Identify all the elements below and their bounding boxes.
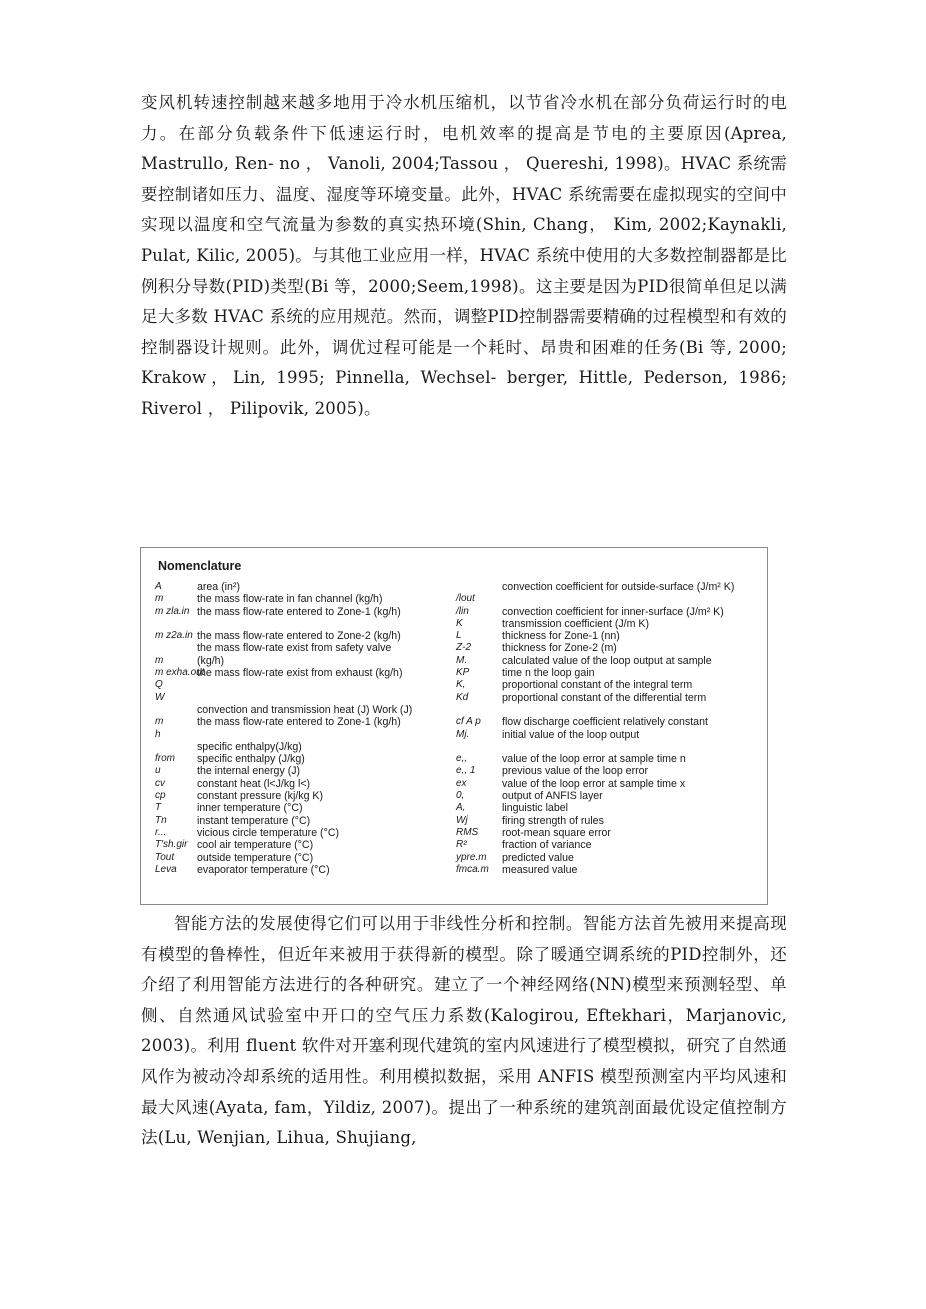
nomenclature-symbol: T'sh.gir <box>155 839 188 851</box>
nomenclature-row <box>456 753 756 765</box>
nomenclature-description: (kg/h) <box>197 654 225 667</box>
nomenclature-description: convection coefficient for outside-surface (J/m² K) <box>502 581 735 593</box>
nomenclature-row <box>155 642 455 654</box>
nomenclature-row <box>456 655 756 667</box>
nomenclature-row <box>155 765 455 777</box>
nomenclature-description: the mass flow-rate entered to Zone-1 (kg/h) <box>197 716 401 729</box>
nomenclature-symbol: ypre.m <box>456 851 487 863</box>
nomenclature-description: predicted value <box>502 851 574 864</box>
nomenclature-description: firing strength of rules <box>502 814 604 827</box>
nomenclature-description: output of ANFIS layer <box>502 790 603 803</box>
nomenclature-row <box>155 692 455 704</box>
nomenclature-right-column <box>456 581 756 876</box>
nomenclature-symbol: /lout <box>456 593 475 605</box>
nomenclature-description: cool air temperature (°C) <box>197 839 314 852</box>
nomenclature-row <box>155 606 455 618</box>
nomenclature-symbol: W <box>155 691 165 703</box>
nomenclature-symbol: cv <box>155 777 165 789</box>
nomenclature-description: inner temperature (°C) <box>197 802 303 815</box>
nomenclature-description: the mass flow-rate entered to Zone-1 (kg/h) <box>197 605 401 618</box>
nomenclature-symbol: r... <box>155 826 167 838</box>
body-paragraph-1: 变风机转速控制越来越多地用于冷水机压缩机，以节省冷水机在部分负荷运行时的电力。在部分负载条件下低速运行时，电机效率的提高是节电的主要原因(Aprea, Mastrullo, Ren- no ， Vanoli, 2004;Tassou ， Quereshi, 1998)。HVAC 系统需要控制诸如压力、温度、湿度等环境变量。此外，HVAC 系统需要在虚拟现实的空间中实现以温度和空气流量为参数的真实热环境(Shin, Chang， Kim, 2002;Kaynakli, Pulat, Kilic, 2005)。与其他工业应用一样，HVAC 系统中使用的大多数控制器都是比例积分导数(PID)类型(Bi 等，2000;Seem,1998)。这主要是因为PID很简单但足以满足大多数 HVAC 系统的应用规范。然而，调整PID控制器需要精确的过程模型和有效的控制器设计规则。此外，调优过程可能是一个耗时、昂贵和困难的任务(Bi 等, 2000; Krakow，Lin, 1995; Pinnella, Wechsel- berger, Hittle, Pederson, 1986; Riverol ， Pilipovik, 2005)。 <box>141 93 787 418</box>
nomenclature-symbol: Kd <box>456 691 469 703</box>
nomenclature-title: Nomenclature <box>158 559 242 573</box>
nomenclature-symbol: Q <box>155 679 163 691</box>
nomenclature-row <box>155 741 455 753</box>
nomenclature-row <box>155 618 455 630</box>
nomenclature-row <box>456 765 756 777</box>
nomenclature-row <box>155 778 455 790</box>
nomenclature-row <box>456 679 756 691</box>
nomenclature-description: outside temperature (°C) <box>197 851 314 864</box>
nomenclature-row <box>155 593 455 605</box>
nomenclature-description: the mass flow-rate entered to Zone-2 (kg/h) <box>197 630 401 643</box>
nomenclature-description: time n the loop gain <box>502 667 595 680</box>
nomenclature-symbol: Z-2 <box>456 642 471 654</box>
nomenclature-row <box>456 827 756 839</box>
nomenclature-row <box>155 655 455 667</box>
nomenclature-symbol: m <box>155 654 164 666</box>
nomenclature-description: flow discharge coefficient relatively constant <box>502 716 708 729</box>
nomenclature-row <box>456 864 756 876</box>
nomenclature-description: convection and transmission heat (J) Work (J) <box>197 703 413 716</box>
nomenclature-description: instant temperature (°C) <box>197 814 311 827</box>
nomenclature-row <box>155 852 455 864</box>
nomenclature-description: measured value <box>502 863 578 876</box>
nomenclature-row <box>456 839 756 851</box>
nomenclature-description: evaporator temperature (°C) <box>197 863 330 876</box>
nomenclature-row <box>456 852 756 864</box>
nomenclature-symbol: e,, 1 <box>456 765 476 777</box>
nomenclature-row <box>456 642 756 654</box>
nomenclature-row <box>456 716 756 728</box>
nomenclature-symbol: m z2a.in <box>155 630 193 642</box>
nomenclature-symbol: L <box>456 630 462 642</box>
nomenclature-row <box>456 741 756 753</box>
nomenclature-row <box>456 692 756 704</box>
nomenclature-row <box>155 864 455 876</box>
nomenclature-box <box>140 547 768 905</box>
nomenclature-symbol: ex <box>456 777 467 789</box>
nomenclature-description: previous value of the loop error <box>502 765 649 778</box>
nomenclature-row <box>456 704 756 716</box>
nomenclature-description: the mass flow-rate exist from exhaust (kg/h) <box>197 667 403 680</box>
nomenclature-symbol: RMS <box>456 826 479 838</box>
nomenclature-symbol: M. <box>456 654 468 666</box>
nomenclature-symbol: A <box>155 581 162 592</box>
nomenclature-description: proportional constant of the differential term <box>502 691 707 704</box>
nomenclature-symbol: T <box>155 802 162 814</box>
nomenclature-symbol: K, <box>456 679 466 691</box>
nomenclature-description: specific enthalpy (J/kg) <box>197 753 305 766</box>
nomenclature-symbol: fmca.m <box>456 863 489 875</box>
nomenclature-description: initial value of the loop output <box>502 728 640 741</box>
nomenclature-description: convection coefficient for inner-surface (J/m² K) <box>502 605 724 618</box>
nomenclature-symbol: from <box>155 753 175 765</box>
nomenclature-symbol: A, <box>456 802 466 814</box>
nomenclature-description: thickness for Zone-1 (nn) <box>502 630 620 643</box>
nomenclature-symbol: KP <box>456 667 470 679</box>
nomenclature-description: the internal energy (J) <box>197 765 301 778</box>
nomenclature-symbol: /lin <box>456 605 469 617</box>
nomenclature-description: area (in²) <box>197 581 240 593</box>
nomenclature-row <box>456 581 756 593</box>
nomenclature-row <box>155 839 455 851</box>
nomenclature-description: value of the loop error at sample time x <box>502 777 686 790</box>
nomenclature-row <box>155 790 455 802</box>
nomenclature-row <box>456 630 756 642</box>
nomenclature-symbol: Tout <box>155 851 175 863</box>
nomenclature-symbol: 0, <box>456 790 465 802</box>
nomenclature-description: proportional constant of the integral term <box>502 679 693 692</box>
nomenclature-symbol: u <box>155 765 161 777</box>
nomenclature-symbol: Mj. <box>456 728 470 740</box>
nomenclature-row <box>456 778 756 790</box>
nomenclature-row <box>456 593 756 605</box>
nomenclature-description: constant pressure (kj/kg K) <box>197 790 323 803</box>
nomenclature-symbol: cf A p <box>456 716 481 728</box>
nomenclature-row <box>155 815 455 827</box>
nomenclature-description: constant heat (l<J/kg l<) <box>197 777 311 790</box>
nomenclature-description: vicious circle temperature (°C) <box>197 826 339 839</box>
nomenclature-row <box>456 618 756 630</box>
nomenclature-row <box>456 729 756 741</box>
nomenclature-symbol: m zla.in <box>155 605 190 617</box>
nomenclature-description: value of the loop error at sample time n <box>502 753 686 766</box>
nomenclature-symbol: cp <box>155 790 166 802</box>
nomenclature-row <box>155 753 455 765</box>
nomenclature-description: calculated value of the loop output at sample <box>502 654 712 667</box>
nomenclature-symbol: Leva <box>155 863 177 875</box>
nomenclature-description: specific enthalpy(J/kg) <box>197 740 302 753</box>
body-paragraph-2: 智能方法的发展使得它们可以用于非线性分析和控制。智能方法首先被用来提高现有模型的鲁棒性，但近年来被用于获得新的模型。除了暖通空调系统的PID控制外，还介绍了利用智能方法进行的各种研究。建立了一个神经网络(NN)模型来预测轻型、单侧、自然通风试验室中开口的空气压力系数(Kalogirou, Eftekhari，Marjanovic, 2003)。利用 fluent 软件对开塞利现代建筑的室内风速进行了模型模拟，研究了自然通风作为被动冷却系统的适用性。利用模拟数据，采用 ANFIS 模型预测室内平均风速和最大风速(Ayata, fam，Yildiz, 2007)。提出了一种系统的建筑剖面最优设定值控制方法(Lu, Wenjian, Lihua, Shujiang, <box>141 914 787 1148</box>
nomenclature-description: the mass flow-rate in fan channel (kg/h) <box>197 593 383 606</box>
nomenclature-symbol: m <box>155 593 164 605</box>
nomenclature-left-column <box>155 581 455 876</box>
nomenclature-row <box>155 729 455 741</box>
nomenclature-symbol: Wj <box>456 814 468 826</box>
nomenclature-row <box>456 667 756 679</box>
nomenclature-description: linguistic label <box>502 802 568 815</box>
nomenclature-row <box>456 790 756 802</box>
nomenclature-row <box>155 716 455 728</box>
nomenclature-symbol: m <box>155 716 164 728</box>
nomenclature-description: thickness for Zone-2 (m) <box>502 642 617 655</box>
nomenclature-symbol: Tn <box>155 814 167 826</box>
nomenclature-symbol: h <box>155 728 161 740</box>
nomenclature-description: the mass flow-rate exist from safety valve <box>197 642 392 655</box>
nomenclature-symbol: e,, <box>456 753 468 765</box>
nomenclature-row <box>155 704 455 716</box>
nomenclature-symbol: R² <box>456 839 467 851</box>
nomenclature-description: root-mean square error <box>502 826 611 839</box>
nomenclature-row <box>155 630 455 642</box>
nomenclature-row <box>456 606 756 618</box>
nomenclature-row <box>456 802 756 814</box>
nomenclature-row <box>155 667 455 679</box>
nomenclature-description: transmission coefficient (J/m K) <box>502 617 649 630</box>
nomenclature-row <box>155 827 455 839</box>
nomenclature-row <box>155 581 455 593</box>
nomenclature-description: fraction of variance <box>502 839 592 852</box>
nomenclature-symbol: K <box>456 617 463 629</box>
nomenclature-row <box>456 815 756 827</box>
nomenclature-symbol: m exha.out <box>155 667 205 679</box>
nomenclature-row <box>155 679 455 691</box>
nomenclature-row <box>155 802 455 814</box>
